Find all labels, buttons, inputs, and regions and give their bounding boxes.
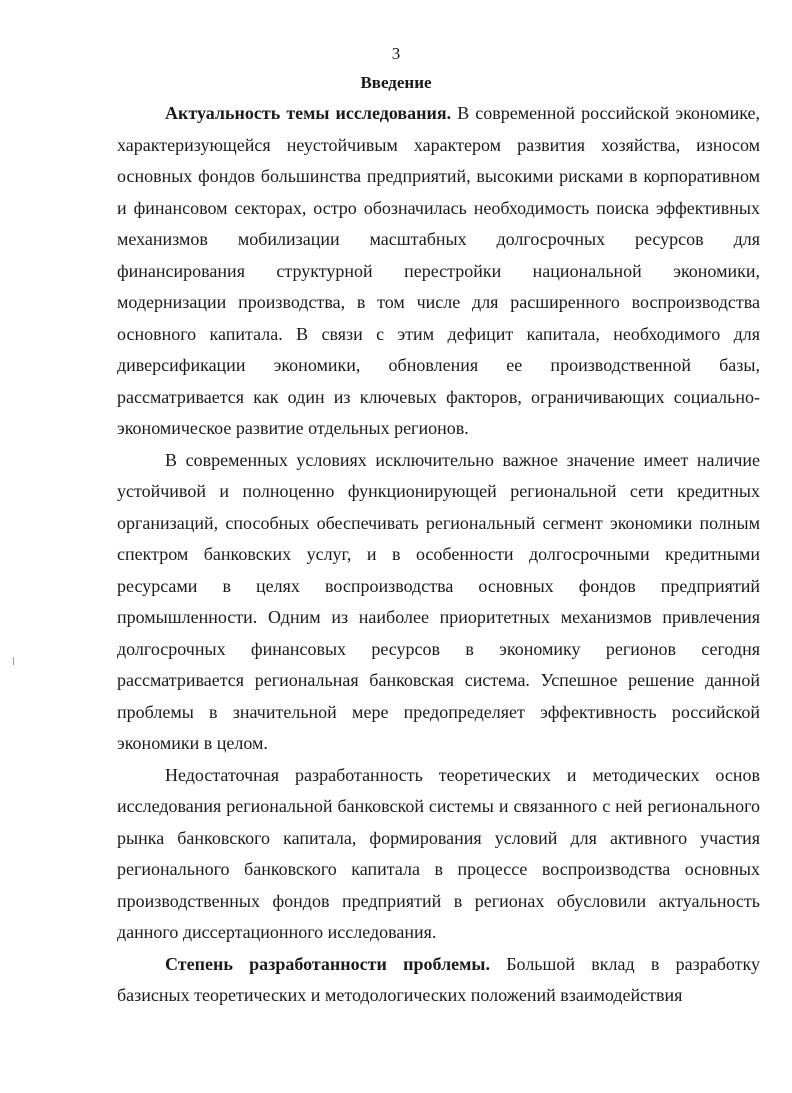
paragraph-relevance	[117, 98, 760, 445]
paragraph-development-text: Большой вклад в разработку базисных теоретических и методологических положений взаимодействия	[117, 953, 760, 1005]
page-number: 3	[391, 44, 401, 63]
paragraph-insufficiency-text: Недостаточная разработанность теоретических и методических основ исследования региональной банковской системы и связанного с ней регионального рынка банковского капитала, формирования условий для активного участия регионального банковского капитала в процессе воспроизводства основных производственных фондов предприятий в регионах обусловили актуальность данного диссертационного исследования.	[117, 764, 760, 942]
body-text	[117, 98, 760, 1012]
paragraph-relevance-lead: Актуальность темы исследования.	[165, 103, 452, 123]
section-heading: Введение	[360, 73, 432, 92]
paragraph-conditions	[117, 445, 760, 760]
paragraph-insufficiency	[117, 760, 760, 949]
paragraph-relevance-text: В современной российской экономике, характеризующейся неустойчивым характером развития хозяйства, износом основных фондов большинства предприятий, высокими рисками в корпоративном и финансовом секторах, остро обозначилась необходимость поиска эффективных механизмов мобилизации масштабных долгосрочных ресурсов для финансирования структурной перестройки национальной экономики, модернизации производства, в том числе для расширенного воспроизводства основного капитала. В связи с этим дефицит капитала, необходимого для диверсификации экономики, обновления ее производственной базы, рассматривается как один из ключевых факторов, ограничивающих социально-экономическое развитие отдельных регионов.	[117, 103, 760, 438]
paragraph-development	[117, 949, 760, 1012]
scan-margin-mark	[13, 657, 14, 665]
paragraph-development-lead: Степень разработанности проблемы.	[165, 953, 490, 974]
paragraph-conditions-text: В современных условиях исключительно важное значение имеет наличие устойчивой и полноценно функционирующей региональной сети кредитных организаций, способных обеспечивать региональный сегмент экономики полным спектром банковских услуг, и в особенности долгосрочными кредитными ресурсами в целях воспроизводства основных фондов предприятий промышленности. Одним из наиболее приоритетных механизмов привлечения долгосрочных финансовых ресурсов в экономику регионов сегодня рассматривается региональная банковская система. Успешное решение данной проблемы в значительной мере предопределяет эффективность российской экономики в целом.	[117, 449, 760, 753]
